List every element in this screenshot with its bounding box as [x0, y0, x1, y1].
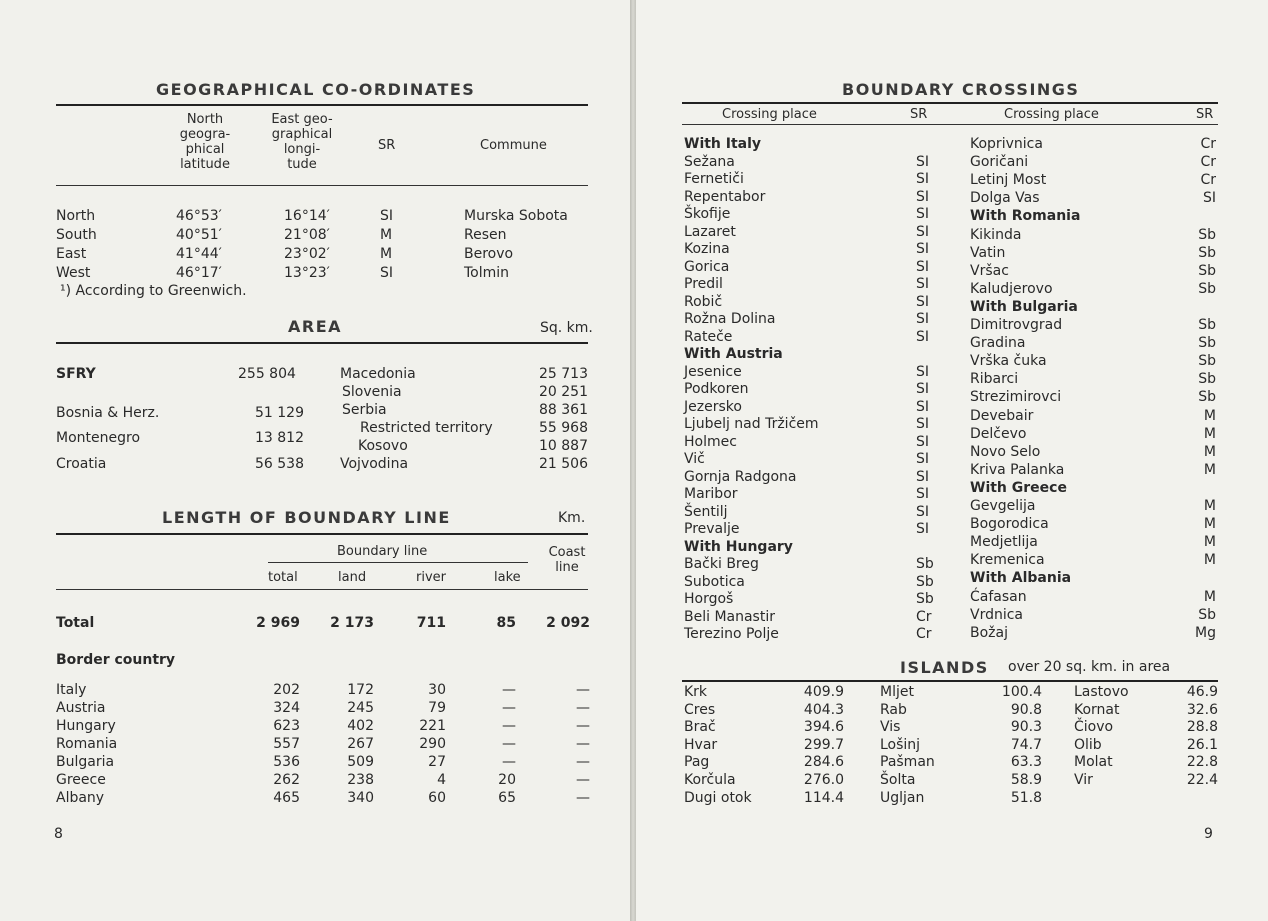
divider [56, 342, 588, 344]
geo-latitude: 40°51′ [176, 227, 222, 243]
crossings-head-place-2: Crossing place [1004, 107, 1099, 122]
border-country-value: 245 [347, 700, 374, 716]
border-country-value: 27 [428, 754, 446, 770]
area-region-value: 21 506 [539, 456, 588, 472]
crossing-place: Škofije [684, 206, 731, 222]
crossing-sr: M [1203, 443, 1216, 460]
island-name: Ugljan [880, 789, 925, 806]
border-country-value: 172 [347, 682, 374, 698]
island-area: 28.8 [1186, 719, 1218, 736]
crossing-sr: M [1203, 516, 1216, 533]
boundary-total-value: 85 [496, 615, 516, 631]
geo-head-north: North geogra- phical latitude [179, 112, 231, 172]
border-country-value: — [576, 754, 590, 770]
boundary-head-total: total [268, 570, 298, 585]
boundary-unit: Km. [558, 510, 586, 526]
border-country-value: — [576, 736, 590, 752]
crossing-place: Novo Selo [970, 443, 1041, 460]
crossing-place: Strezimirovci [970, 389, 1062, 406]
crossing-place: Holmec [684, 433, 737, 450]
crossing-sr: Sb [1198, 317, 1216, 333]
crossing-place: Gevgelija [970, 498, 1036, 514]
crossing-place: Vatin [970, 244, 1006, 261]
island-name: Molat [1074, 754, 1113, 771]
island-area: 26.1 [1186, 736, 1218, 753]
border-country-name: Italy [56, 682, 87, 698]
area-republic-value: 56 538 [255, 456, 304, 472]
crossing-place: Jezersko [684, 398, 742, 415]
geo-sr: M [380, 227, 393, 243]
crossing-sr: SI [916, 153, 930, 170]
island-area: 404.3 [803, 701, 844, 718]
geo-longitude: 21°08′ [284, 227, 330, 243]
crossing-sr: Sb [916, 591, 934, 607]
island-area: 22.4 [1186, 772, 1218, 788]
islands-title: ISLANDS [900, 658, 989, 677]
crossing-place: Kremenica [970, 552, 1045, 569]
border-country-value: 79 [428, 700, 446, 716]
boundary-total-value: 2 092 [546, 615, 590, 631]
island-area: 74.7 [1010, 736, 1042, 753]
crossing-sr: M [1203, 588, 1216, 605]
border-country-value: 202 [273, 682, 300, 698]
crossing-place: Maribor [684, 486, 738, 502]
border-country-value: 4 [437, 772, 446, 788]
area-title: AREA [288, 317, 343, 336]
divider [56, 589, 588, 590]
border-country-value: 20 [498, 772, 516, 788]
geo-commune: Murska Sobota [464, 208, 568, 224]
crossing-sr: Sb [1198, 606, 1216, 623]
crossing-sr: M [1203, 552, 1216, 569]
island-area: 394.6 [803, 719, 844, 736]
crossing-place: Vič [684, 451, 705, 467]
geo-commune: Berovo [464, 246, 514, 262]
crossing-sr: Sb [1198, 226, 1216, 243]
island-area: 46.9 [1186, 684, 1218, 700]
border-country-value: — [502, 754, 516, 770]
crossing-place: Fernetiči [684, 171, 744, 187]
crossing-place: Vrška čuka [970, 353, 1047, 370]
crossing-place: Subotica [684, 573, 745, 590]
page-number: 8 [54, 826, 63, 842]
island-name: Rab [880, 701, 907, 718]
crossing-place: Goričani [970, 154, 1029, 171]
border-country-value: 557 [273, 736, 300, 752]
crossing-place: Gorica [684, 258, 730, 275]
boundary-head: Boundary line [337, 544, 428, 559]
island-name: Hvar [684, 736, 718, 753]
crossing-sr: M [1203, 407, 1216, 424]
boundary-total-value: 2 969 [256, 615, 300, 631]
crossing-place: Prevalje [684, 521, 740, 537]
border-country-value: 30 [428, 682, 446, 698]
geo-title: GEOGRAPHICAL CO-ORDINATES [156, 80, 476, 99]
border-country-value: 290 [419, 736, 446, 752]
divider [56, 533, 588, 535]
divider [682, 680, 1218, 682]
crossing-place: Ribarci [970, 371, 1019, 388]
border-country-name: Bulgaria [56, 754, 115, 770]
area-unit: Sq. km. [540, 320, 593, 336]
crossing-sr: Sb [916, 573, 934, 590]
crossing-place: Medjetlija [970, 534, 1038, 551]
crossing-place: Gradina [970, 335, 1026, 352]
border-country-value: — [576, 718, 590, 734]
crossing-place: Kozina [684, 241, 730, 257]
border-country-value: — [576, 700, 590, 716]
crossing-place: Ljubelj nad Tržičem [684, 416, 819, 432]
area-region-name: Restricted territory [360, 420, 493, 436]
geo-head-east: East geo- graphical longi- tude [271, 112, 333, 172]
island-name: Vir [1074, 772, 1093, 788]
crossing-group-heading: With Albania [970, 570, 1072, 587]
area-republic-name: Montenegro [56, 430, 141, 446]
area-region-value: 25 713 [539, 366, 588, 382]
crossing-place: Dolga Vas [970, 190, 1040, 207]
island-area: 299.7 [803, 736, 844, 753]
crossing-sr: SI [916, 398, 930, 415]
border-country-value: — [502, 682, 516, 698]
crossing-place: Devebair [970, 407, 1034, 424]
area-region-name: Macedonia [340, 366, 416, 382]
crossing-place: Vršac [970, 262, 1009, 279]
crossing-place: Podkoren [684, 381, 749, 397]
divider [268, 562, 528, 563]
crossing-sr: SI [916, 171, 930, 187]
crossing-sr: M [1203, 425, 1216, 442]
crossing-place: Predil [684, 276, 723, 292]
island-name: Pag [684, 754, 710, 771]
geo-sr: SI [380, 265, 394, 281]
border-country-value: — [502, 700, 516, 716]
boundary-head-coast: Coast line [548, 545, 586, 575]
crossing-place: Robič [684, 293, 723, 310]
crossing-place: Kaludjerovo [970, 280, 1053, 297]
crossing-sr: M [1203, 461, 1216, 478]
island-area: 284.6 [803, 754, 844, 771]
geo-latitude: 41°44′ [176, 246, 222, 262]
crossing-group-heading: With Greece [970, 479, 1067, 496]
crossing-place: Delčevo [970, 425, 1027, 442]
geo-direction: West [56, 265, 91, 281]
island-area: 409.9 [803, 684, 844, 700]
crossing-sr: Cr [1200, 172, 1216, 189]
border-country-value: — [502, 718, 516, 734]
area-republic-value: 51 129 [255, 405, 304, 421]
island-area: 51.8 [1010, 789, 1042, 806]
right-page [636, 0, 1268, 921]
divider [56, 104, 588, 106]
boundary-head-land: land [338, 570, 367, 585]
divider [56, 185, 588, 186]
crossing-place: Repentabor [684, 188, 766, 205]
geo-longitude: 23°02′ [284, 246, 330, 262]
island-name: Vis [880, 719, 901, 736]
crossing-sr: Cr [916, 608, 932, 625]
border-country-value: 465 [273, 790, 300, 806]
island-name: Pašman [880, 754, 935, 771]
crossing-sr: SI [916, 416, 930, 432]
crossing-sr: SI [916, 258, 930, 275]
area-sfry-label: SFRY [56, 366, 96, 382]
border-country-name: Albany [56, 790, 105, 806]
crossing-sr: Sb [1198, 353, 1216, 370]
crossing-place: Gornja Radgona [684, 468, 797, 485]
crossing-place: Bogorodica [970, 516, 1049, 533]
crossing-sr: SI [916, 188, 930, 205]
crossings-title: BOUNDARY CROSSINGS [842, 80, 1080, 99]
crossing-sr: SI [916, 468, 930, 485]
area-region-name: Slovenia [342, 384, 402, 400]
boundary-head-lake: lake [494, 570, 521, 585]
crossing-sr: SI [916, 311, 930, 327]
crossing-sr: SI [916, 293, 930, 310]
island-area: 276.0 [803, 772, 844, 788]
geo-commune: Tolmin [464, 265, 510, 281]
crossing-sr: Sb [1198, 371, 1216, 388]
border-country-value: 60 [428, 790, 446, 806]
island-area: 90.8 [1010, 701, 1042, 718]
crossing-place: Kriva Palanka [970, 461, 1065, 478]
divider [682, 124, 1218, 125]
crossing-place: Vrdnica [970, 606, 1024, 623]
crossing-place: Bački Breg [684, 556, 759, 572]
crossing-sr: Sb [1198, 244, 1216, 261]
crossing-sr: SI [916, 328, 930, 345]
island-name: Dugi otok [684, 789, 752, 806]
border-country-value: 324 [273, 700, 300, 716]
page-number: 9 [1204, 826, 1213, 842]
crossing-place: Rožna Dolina [684, 311, 776, 327]
boundary-total-label: Total [56, 615, 95, 631]
area-republic-value: 13 812 [255, 430, 304, 446]
border-country-name: Austria [56, 700, 106, 716]
area-sfry-value: 255 804 [238, 366, 296, 382]
crossing-group-heading: With Italy [684, 136, 762, 152]
border-country-value: 340 [347, 790, 374, 806]
geo-head-commune: Commune [480, 138, 547, 153]
crossing-place: Jesenice [684, 363, 742, 380]
crossing-place: Kikinda [970, 226, 1022, 243]
geo-direction: East [56, 246, 87, 262]
crossing-place: Koprivnica [970, 136, 1043, 152]
border-country-name: Greece [56, 772, 106, 788]
crossing-sr: Sb [1198, 262, 1216, 279]
crossing-place: Horgoš [684, 591, 734, 607]
island-name: Olib [1074, 736, 1102, 753]
crossings-head-place: Crossing place [722, 107, 817, 122]
geo-latitude: 46°53′ [176, 208, 222, 224]
border-country-value: 536 [273, 754, 300, 770]
crossing-sr: SI [916, 503, 930, 520]
area-republic-name: Croatia [56, 456, 107, 472]
divider [682, 102, 1218, 104]
border-country-value: — [576, 772, 590, 788]
crossing-place: Ćafasan [970, 588, 1027, 605]
area-region-value: 55 968 [539, 420, 588, 436]
crossing-sr: SI [916, 223, 930, 240]
island-name: Cres [684, 701, 716, 718]
geo-latitude: 46°17′ [176, 265, 222, 281]
crossing-sr: Sb [1198, 389, 1216, 406]
crossing-sr: Cr [1200, 154, 1216, 171]
crossing-sr: SI [916, 521, 930, 537]
island-name: Brač [684, 719, 716, 736]
crossing-sr: SI [916, 381, 930, 397]
crossing-place: Rateče [684, 328, 733, 345]
crossing-place: Beli Manastir [684, 608, 775, 625]
island-name: Krk [684, 684, 708, 700]
crossing-sr: Sb [916, 556, 934, 572]
crossing-sr: SI [916, 363, 930, 380]
border-country-name: Hungary [56, 718, 116, 734]
island-name: Kornat [1074, 701, 1120, 718]
crossing-sr: SI [916, 276, 930, 292]
border-country-value: 623 [273, 718, 300, 734]
crossing-sr: Mg [1195, 624, 1216, 641]
island-area: 114.4 [803, 789, 844, 806]
island-name: Lastovo [1074, 684, 1129, 700]
area-region-value: 88 361 [539, 402, 588, 418]
crossing-place: Terezino Polje [684, 626, 779, 642]
border-country-value: 238 [347, 772, 374, 788]
crossings-head-sr: SR [910, 107, 928, 122]
crossing-place: Letinj Most [970, 172, 1047, 189]
left-page [0, 0, 630, 921]
geo-direction: North [56, 208, 96, 224]
island-name: Šolta [880, 772, 916, 788]
boundary-title: LENGTH OF BOUNDARY LINE [162, 508, 451, 527]
geo-head-sr: SR [378, 138, 396, 153]
area-region-name: Vojvodina [340, 456, 409, 472]
area-republic-name: Bosnia & Herz. [56, 405, 160, 421]
geo-footnote: ¹) According to Greenwich. [60, 283, 247, 299]
island-area: 22.8 [1186, 754, 1218, 771]
area-region-name: Kosovo [358, 438, 408, 454]
crossing-sr: M [1203, 534, 1216, 551]
border-country-value: — [502, 736, 516, 752]
island-name: Korčula [684, 772, 736, 788]
crossing-place: Šentilj [684, 503, 728, 520]
crossing-place: Dimitrovgrad [970, 317, 1063, 333]
crossing-group-heading: With Romania [970, 208, 1081, 225]
border-country-value: 262 [273, 772, 300, 788]
area-region-value: 10 887 [539, 438, 588, 454]
crossing-sr: Cr [1200, 136, 1216, 152]
crossing-sr: Cr [916, 626, 932, 642]
island-name: Mljet [880, 684, 914, 700]
crossing-group-heading: With Austria [684, 346, 783, 362]
border-country-value: 221 [419, 718, 446, 734]
border-country-name: Romania [56, 736, 118, 752]
border-country-label: Border country [56, 652, 176, 668]
geo-longitude: 16°14′ [284, 208, 330, 224]
crossing-place: Sežana [684, 153, 735, 170]
boundary-head-river: river [416, 570, 446, 585]
crossing-group-heading: With Hungary [684, 538, 793, 555]
geo-sr: SI [380, 208, 394, 224]
crossing-sr: SI [916, 206, 930, 222]
crossings-head-sr-2: SR [1196, 107, 1214, 122]
geo-sr: M [380, 246, 393, 262]
island-area: 58.9 [1010, 772, 1042, 788]
boundary-total-value: 711 [416, 615, 446, 631]
island-area: 100.4 [1001, 684, 1042, 700]
crossing-place: Lazaret [684, 223, 736, 240]
boundary-total-value: 2 173 [330, 615, 374, 631]
border-country-value: 267 [347, 736, 374, 752]
border-country-value: — [576, 682, 590, 698]
island-area: 90.3 [1010, 719, 1042, 736]
border-country-value: 509 [347, 754, 374, 770]
area-region-value: 20 251 [539, 384, 588, 400]
crossing-sr: Sb [1198, 280, 1216, 297]
crossing-sr: SI [916, 486, 930, 502]
crossing-sr: Sb [1198, 335, 1216, 352]
border-country-value: 402 [347, 718, 374, 734]
crossing-sr: SI [916, 433, 930, 450]
crossing-sr: SI [916, 241, 930, 257]
geo-commune: Resen [464, 227, 507, 243]
crossing-sr: SI [1202, 190, 1216, 207]
island-area: 32.6 [1186, 701, 1218, 718]
border-country-value: — [576, 790, 590, 806]
geo-longitude: 13°23′ [284, 265, 330, 281]
islands-subtitle: over 20 sq. km. in area [1008, 659, 1171, 675]
island-name: Lošinj [880, 736, 921, 753]
crossing-sr: M [1203, 498, 1216, 514]
area-region-name: Serbia [342, 402, 387, 418]
crossing-place: Božaj [970, 624, 1008, 641]
crossing-sr: SI [916, 451, 930, 467]
geo-direction: South [56, 227, 97, 243]
island-area: 63.3 [1010, 754, 1042, 771]
crossing-group-heading: With Bulgaria [970, 298, 1078, 315]
island-name: Čiovo [1074, 719, 1114, 736]
border-country-value: 65 [498, 790, 516, 806]
